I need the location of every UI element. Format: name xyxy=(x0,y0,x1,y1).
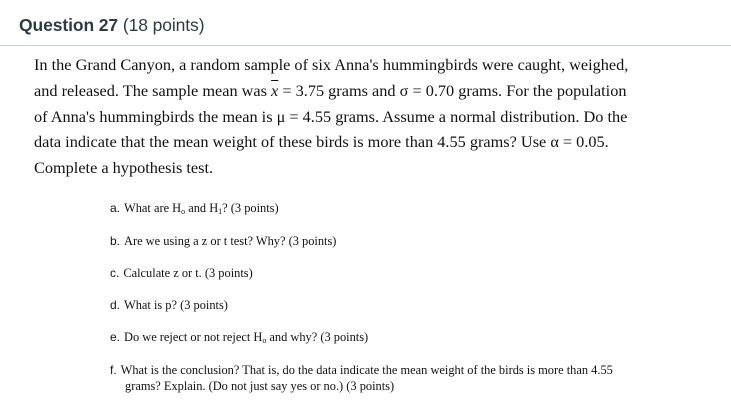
part-f-line-1: What is the conclusion? That is, do the data indicate the mean weight of the birds is more than 4.55 xyxy=(120,363,613,377)
part-e-text-post: and why? (3 points) xyxy=(266,330,369,344)
part-f xyxy=(110,362,613,394)
question-points: (18 points) xyxy=(122,15,205,35)
part-a-sub-o: o xyxy=(181,207,186,216)
question-number: Question 27 xyxy=(19,15,119,35)
part-c-text: Calculate z or t. (3 points) xyxy=(123,266,253,280)
part-b-letter: b. xyxy=(110,234,121,248)
part-c xyxy=(110,265,253,281)
prompt-line-4: data indicate that the mean weight of these birds is more than 4.55 grams? Use α = 0.05. xyxy=(34,132,609,152)
prompt-line-5: Complete a hypothesis test. xyxy=(34,158,214,178)
part-a xyxy=(110,200,279,216)
part-e xyxy=(110,329,368,345)
part-c-letter: c. xyxy=(110,266,120,280)
part-a-text-post: ? (3 points) xyxy=(222,201,279,215)
prompt-line-1: In the Grand Canyon, a random sample of six Anna's hummingbirds were caught, weighed, xyxy=(34,55,629,74)
part-f-letter: f. xyxy=(110,363,117,377)
part-e-text-pre: Do we reject or not reject H xyxy=(124,330,263,344)
part-d-text: What is p? (3 points) xyxy=(124,298,228,312)
part-a-sub-1: 1 xyxy=(218,207,223,216)
part-e-sub-o: o xyxy=(262,336,267,345)
part-a-text-pre: What are H xyxy=(124,201,182,215)
part-a-text-mid: and H xyxy=(185,201,219,215)
part-d xyxy=(110,297,228,313)
prompt-line-2-pre: and released. The sample mean was xyxy=(34,80,272,100)
part-e-letter: e. xyxy=(110,330,121,344)
prompt-line-2-post: = 3.75 grams and σ = 0.70 grams. For the population xyxy=(278,80,627,100)
part-b-text: Are we using a z or t test? Why? (3 points) xyxy=(124,234,337,248)
prompt-line-3: of Anna's hummingbirds the mean is μ = 4.55 grams. Assume a normal distribution. Do the xyxy=(34,106,628,126)
part-b xyxy=(110,233,336,249)
part-d-letter: d. xyxy=(110,298,121,312)
part-f-line-2: grams? Explain. (Do not just say yes or no.) (3 points) xyxy=(125,379,395,393)
part-a-letter: a. xyxy=(110,201,121,215)
xbar-symbol: $\overline{x}$ xyxy=(271,80,279,100)
